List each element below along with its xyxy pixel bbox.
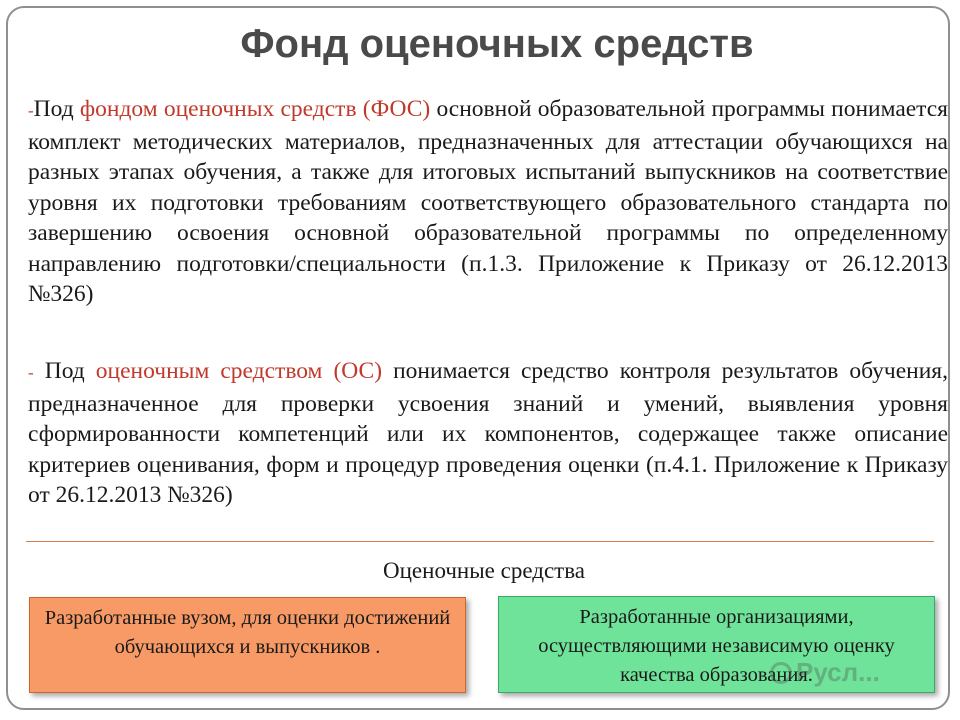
definition-fos-paragraph — [28, 94, 948, 310]
university-means-box: Разработанные вузом, для оценки достижений обучающихся и выпускников . — [29, 597, 466, 693]
bullet-dash: - — [28, 363, 34, 382]
paragraph-text: понимается средство контроля результатов обучения, предназначенное для проверки усвоения знаний и умений, выявления уровня сформированности компетенций или их компонентов, содержащее также описание критериев оценивания, форм и процедур проведения оценки (п.4.1. Приложение к Приказу от 26.12.2013 №326) — [28, 358, 948, 508]
term-fos: фондом оценочных средств (ФОС) — [79, 96, 431, 122]
paragraph-text: Под — [33, 96, 80, 122]
bullet-dash: - — [28, 101, 34, 120]
slide-title: Фонд оценочных средств — [240, 22, 754, 66]
watermark-text: Русл... — [796, 657, 880, 687]
term-os: оценочным средством (ОС) — [95, 358, 383, 384]
definition-os-paragraph — [28, 356, 948, 511]
paragraph-text: основной образовательной программы понимается комплект методических материалов, предназначенных для аттестации обучающихся на разных этапах обучения, а также для итоговых испытаний выпускников на соответствие уровня их подготовки требованиям соответствующего образовательного стандарта по завершению освоения основной образовательной программы по определенному направлению подготовки/специальности (п.1.3. Приложение к Приказу от 26.12.2013 №326) — [28, 96, 948, 307]
watermark-logo-icon — [770, 662, 792, 684]
section-subtitle: Оценочные средства — [383, 558, 585, 583]
watermark — [770, 657, 930, 689]
independent-means-box: Разработанные организациями, осуществляющими независимую оценку качества образования. — [498, 596, 935, 693]
paragraph-text: Под — [33, 358, 96, 384]
section-divider — [26, 541, 934, 542]
